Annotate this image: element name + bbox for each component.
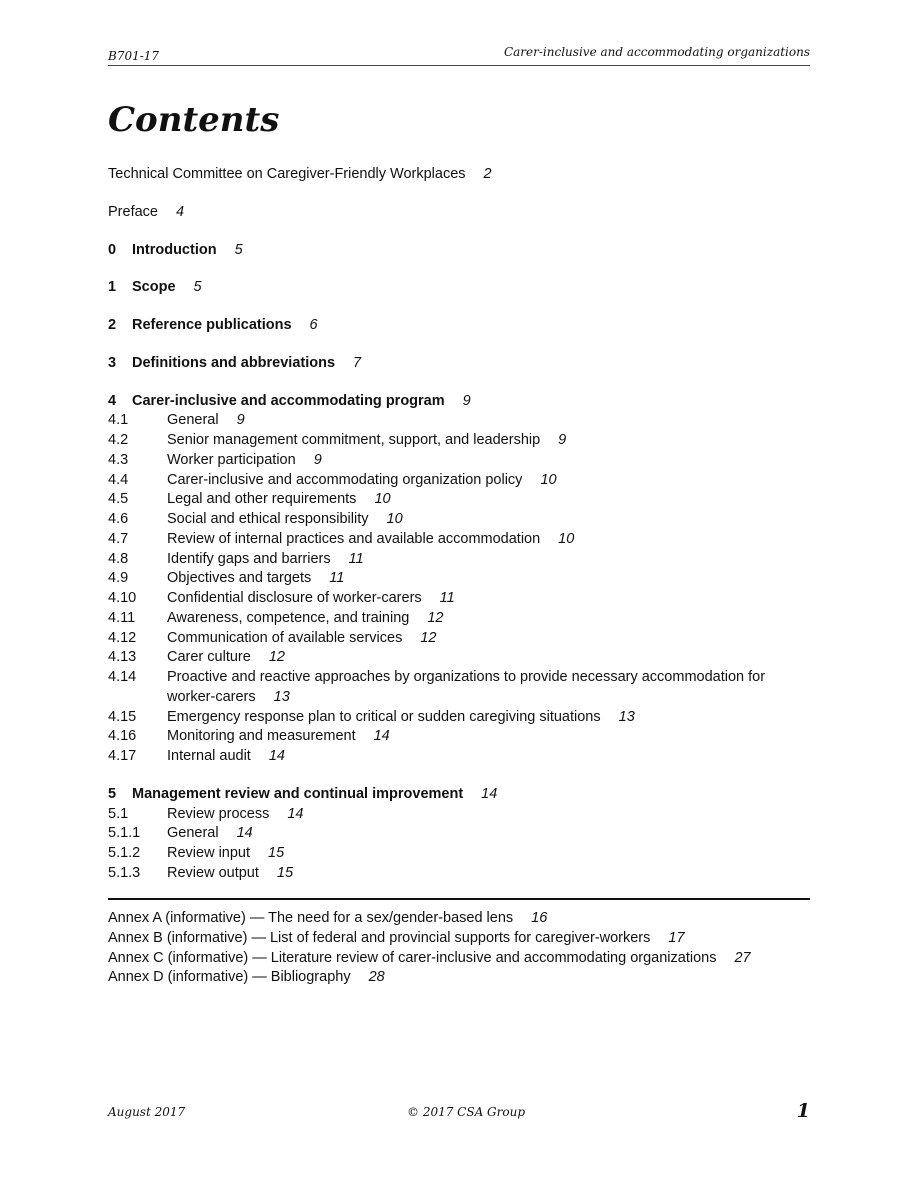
toc-entry-page: 9	[462, 392, 471, 409]
toc-subentry	[108, 824, 810, 844]
toc-entry-title-text: Reference publications	[132, 317, 292, 333]
section-divider	[108, 898, 810, 900]
toc-entry-number: 5	[108, 785, 117, 802]
toc-entry-page: 12	[427, 609, 444, 626]
toc-entry-number: 4.7	[108, 530, 129, 547]
toc-entry-title-text: Review input	[167, 845, 251, 861]
toc-subentry	[108, 431, 810, 451]
toc-entry-number: 4.4	[108, 471, 129, 488]
toc-entry-title	[167, 431, 566, 451]
toc-subentry	[108, 490, 810, 510]
toc-entry-number: 4.17	[108, 748, 137, 764]
toc-entry	[108, 203, 810, 223]
toc-entry-number: 5.1.1	[108, 825, 141, 842]
toc-entry	[108, 241, 810, 261]
toc-entry-page: 5	[193, 279, 202, 296]
toc-entry-title-text: Monitoring and measurement	[167, 728, 356, 745]
toc-entry-title-text: Review output	[167, 864, 259, 881]
toc-entry-title-text: Review process	[167, 805, 270, 822]
document-title: Carer-inclusive and accommodating organizations	[503, 45, 810, 59]
toc-entry-page: 13	[618, 708, 635, 725]
toc-entry-title-text: Communication of available services	[167, 629, 403, 646]
annex-entry-title	[108, 930, 685, 946]
toc-subentry	[108, 747, 810, 767]
toc-entry-number: 4.5	[108, 491, 129, 508]
toc-entry-title	[167, 530, 574, 550]
toc-entry-number: 4.3	[108, 451, 129, 468]
toc-subentry	[108, 844, 810, 864]
toc-entry-title	[167, 589, 455, 609]
annex-entry-title-text: Annex A (informative) — The need for a sex/gender-based lens	[108, 910, 514, 926]
toc-entry-number: 2	[108, 317, 117, 333]
toc-subentry	[108, 648, 810, 668]
toc-entry-page: 13	[273, 688, 290, 705]
toc-entry-title	[167, 490, 391, 510]
toc-entry-page: 6	[309, 317, 318, 333]
toc-entry-title-text: Legal and other requirements	[167, 491, 357, 508]
toc-entry-title	[132, 278, 202, 298]
page-number: 1	[796, 1100, 810, 1122]
copyright-notice: © 2017 CSA Group	[407, 1105, 526, 1119]
toc-entry-number: 0	[108, 241, 117, 258]
publication-date: August 2017	[108, 1105, 186, 1119]
toc-entry-number: 4.13	[108, 649, 137, 666]
annex-entry	[108, 949, 810, 969]
toc-entry-page: 14	[373, 728, 390, 745]
toc-entry-page: 9	[236, 412, 245, 429]
toc-entry	[108, 278, 810, 298]
toc-entry-number: 4.6	[108, 511, 129, 527]
table-of-contents	[108, 165, 810, 884]
toc-subentry	[108, 589, 810, 609]
toc-entry-number: 5.1.3	[108, 864, 141, 881]
toc-entry-number: 4.8	[108, 550, 129, 567]
toc-subentry	[108, 629, 810, 649]
toc-entry-title	[167, 451, 322, 471]
toc-subentry	[108, 569, 810, 589]
toc-entry-page: 9	[558, 432, 567, 448]
toc-subentry	[108, 530, 810, 550]
page-title: Contents	[108, 100, 280, 140]
toc-entry-title-text: Emergency response plan to critical or sudden caregiving situations	[167, 708, 601, 725]
toc-entry-title-text: Worker participation	[167, 451, 296, 468]
annex-entry	[108, 968, 810, 988]
toc-entry-page: 10	[386, 511, 403, 527]
toc-entry-title	[132, 392, 471, 412]
toc-subentry	[108, 550, 810, 570]
annex-entry-title-text: Annex C (informative) — Literature review of carer-inclusive and accommodating organizations	[108, 949, 717, 966]
toc-entry-title	[167, 550, 364, 570]
annex-entry	[108, 929, 810, 949]
annex-entry-page: 16	[531, 910, 548, 926]
annex-entry-title	[108, 969, 385, 985]
toc-entry-title	[167, 569, 344, 589]
toc-entry-title	[167, 411, 245, 431]
toc-entry-title-text: Awareness, competence, and training	[167, 609, 410, 626]
toc-subentry	[108, 668, 810, 708]
toc-entry-title	[167, 609, 444, 629]
toc-entry-page: 11	[439, 590, 455, 606]
toc-entry-title	[167, 824, 253, 844]
toc-entry-title-text: Social and ethical responsibility	[167, 511, 369, 527]
toc-entry-title-text: Confidential disclosure of worker-carers	[167, 590, 422, 606]
toc-subentry	[108, 864, 810, 884]
toc-entry-number: 4.11	[108, 609, 136, 626]
toc-subentry	[108, 451, 810, 471]
toc-entry-title-text: Carer-inclusive and accommodating program	[132, 392, 445, 409]
toc-entry-title-text: Scope	[132, 279, 176, 296]
toc-entry-title	[167, 727, 390, 747]
toc-entry-page: 12	[420, 629, 437, 646]
toc-entry-title	[167, 668, 807, 708]
toc-entry-page: 10	[374, 491, 391, 508]
toc-entry-number: 4.16	[108, 728, 137, 745]
toc-entry-number: 4.12	[108, 629, 137, 646]
toc-entry-title-text: Carer-inclusive and accommodating organization policy	[167, 471, 523, 488]
annex-entry-title-text: Annex D (informative) — Bibliography	[108, 969, 351, 986]
toc-entry-title	[167, 629, 436, 649]
toc-entry-title-text: Identify gaps and barriers	[167, 550, 331, 567]
toc-entry-title	[167, 805, 303, 825]
toc-entry-title	[167, 471, 557, 491]
document-code: B701-17	[108, 49, 160, 63]
toc-entry	[108, 165, 810, 185]
toc-entry-title-text: Management review and continual improvement	[132, 785, 464, 802]
toc-entry-title-text: Definitions and abbreviations	[132, 354, 336, 371]
toc-subentry	[108, 510, 810, 530]
toc-entry-number: 4.1	[108, 412, 129, 429]
toc-entry-title	[167, 844, 284, 864]
toc-entry-title-text: Carer culture	[167, 649, 251, 666]
toc-subentry	[108, 727, 810, 747]
toc-entry-number: 5.1.2	[108, 845, 141, 861]
toc-entry-title	[167, 747, 285, 767]
toc-entry-page: 11	[329, 570, 345, 587]
toc-entry-title	[108, 166, 492, 182]
toc-entry-title-text: Technical Committee on Caregiver-Friendly Workplaces	[108, 166, 466, 182]
toc-entry-page: 14	[481, 785, 498, 802]
annex-entry	[108, 909, 810, 929]
toc-entry-page: 14	[268, 748, 285, 764]
toc-entry-page: 10	[540, 471, 557, 488]
toc-entry-title	[167, 648, 285, 668]
toc-entry-page: 15	[268, 845, 285, 861]
toc-entry	[108, 392, 810, 412]
toc-entry-number: 4.14	[108, 669, 137, 685]
toc-entry-number: 1	[108, 279, 117, 296]
toc-subentry	[108, 609, 810, 629]
toc-entry-title-text: Internal audit	[167, 748, 251, 764]
toc-entry-title	[167, 708, 635, 728]
toc-entry-page: 5	[234, 241, 243, 258]
toc-entry-number: 4.2	[108, 432, 129, 448]
toc-entry-page: 12	[268, 649, 285, 666]
toc-subentry	[108, 471, 810, 491]
toc-entry-title	[108, 204, 184, 220]
toc-entry-title-text: General	[167, 412, 219, 429]
toc-entry-page: 7	[353, 354, 362, 371]
toc-entry-title-text: Introduction	[132, 241, 217, 258]
toc-entry	[108, 316, 810, 336]
toc-subentry	[108, 708, 810, 728]
toc-entry-number: 4.15	[108, 708, 137, 725]
toc-entry-number: 5.1	[108, 805, 129, 822]
page-footer	[108, 1100, 810, 1126]
toc-entry-page: 10	[558, 530, 575, 547]
toc-subentry	[108, 411, 810, 431]
toc-entry-title-text: Review of internal practices and available accommodation	[167, 530, 541, 547]
toc-entry-page: 15	[276, 864, 294, 881]
toc-entry-page: 11	[348, 550, 364, 567]
toc-entry	[108, 354, 810, 374]
annex-entry-page: 27	[734, 949, 751, 966]
toc-entry-title-text: Objectives and targets	[167, 570, 312, 587]
toc-entry-number: 4.10	[108, 590, 137, 606]
toc-entry-page: 9	[313, 451, 322, 468]
toc-entry-title-text: General	[167, 825, 219, 842]
toc-entry-page: 4	[175, 203, 185, 220]
annex-entry-title-text: Annex B (informative) — List of federal and provincial supports for caregiver-workers	[108, 929, 651, 946]
annex-entry-title	[108, 950, 751, 966]
toc-entry-title	[167, 510, 403, 530]
toc-entry-title	[132, 241, 243, 261]
annex-list	[108, 909, 810, 988]
toc-entry-page: 14	[287, 805, 304, 822]
toc-entry-title	[167, 864, 293, 884]
annex-entry-page: 17	[668, 929, 685, 946]
toc-entry-number: 4.9	[108, 570, 129, 587]
toc-entry-title-text: Proactive and reactive approaches by organizations to provide necessary accommodation for worker-carers	[167, 669, 766, 705]
toc-entry-title	[132, 785, 497, 805]
toc-entry-number: 3	[108, 354, 117, 371]
annex-entry-page: 28	[368, 969, 385, 986]
toc-entry-title-text: Senior management commitment, support, and leadership	[167, 432, 541, 448]
toc-entry-page: 14	[236, 825, 253, 842]
toc-entry-number: 4	[108, 392, 117, 409]
toc-entry	[108, 785, 810, 805]
toc-subentry	[108, 805, 810, 825]
annex-entry-title	[108, 910, 547, 926]
toc-entry-title-text: Preface	[108, 203, 158, 220]
page-header	[108, 44, 810, 66]
toc-entry-title	[132, 354, 361, 374]
toc-entry-page: 2	[483, 166, 492, 182]
toc-entry-title	[132, 316, 318, 336]
